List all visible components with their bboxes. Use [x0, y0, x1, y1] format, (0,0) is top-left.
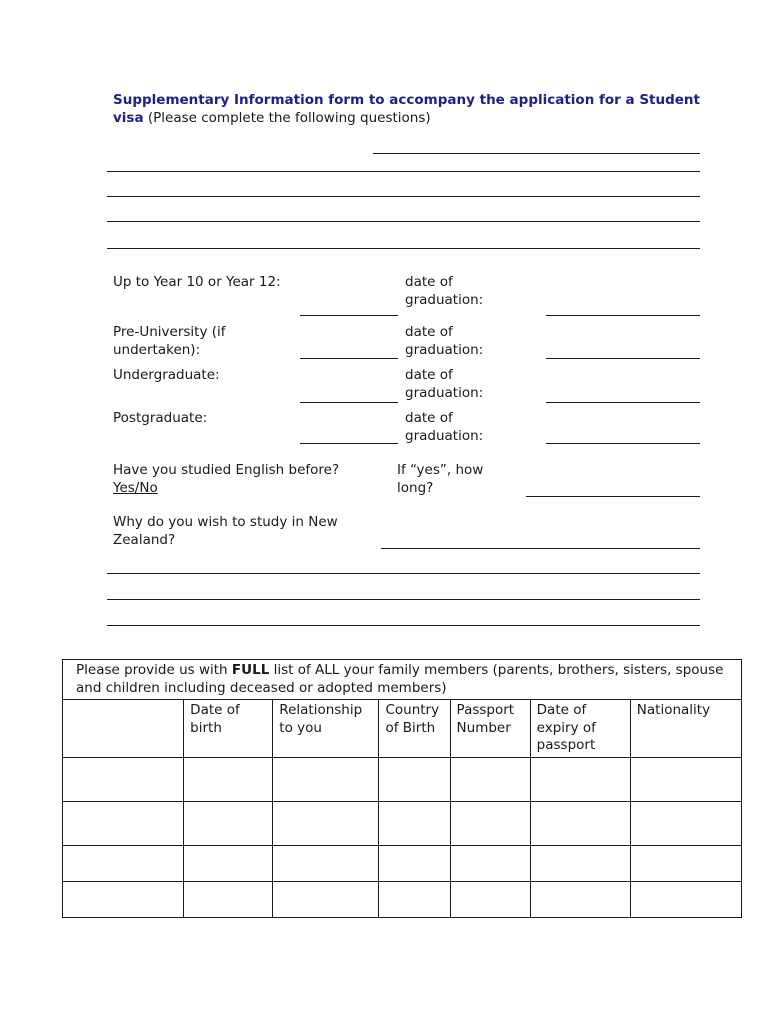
- education-answer-line[interactable]: [300, 358, 398, 359]
- reason-answer-line[interactable]: [107, 625, 700, 626]
- table-cell[interactable]: [450, 845, 530, 881]
- table-cell[interactable]: [530, 801, 630, 845]
- intro-emphasis: FULL: [231, 662, 270, 678]
- english-yes-no-option[interactable]: Yes/No: [113, 480, 158, 496]
- table-row: [63, 757, 742, 801]
- education-answer-line[interactable]: [300, 443, 398, 444]
- table-cell[interactable]: [630, 757, 741, 801]
- reason-answer-line[interactable]: [107, 573, 700, 574]
- english-duration-line[interactable]: [526, 496, 700, 497]
- table-cell[interactable]: [379, 757, 450, 801]
- education-answer-line[interactable]: [300, 402, 398, 403]
- header-cell-passport-expiry: Date of expiry of passport: [530, 700, 630, 758]
- answer-line[interactable]: [107, 171, 700, 172]
- education-answer-line[interactable]: [300, 315, 398, 316]
- table-cell[interactable]: [530, 845, 630, 881]
- family-table-intro: [63, 660, 742, 700]
- graduation-date-label: date of graduation:: [405, 410, 484, 444]
- graduation-date-line[interactable]: [546, 358, 700, 359]
- graduation-date-line[interactable]: [546, 443, 700, 444]
- english-question: Have you studied English before?: [113, 462, 340, 478]
- form-title-bold: Supplementary Information form to accompany the application for a Student visa: [113, 92, 700, 126]
- table-cell[interactable]: [63, 757, 184, 801]
- header-cell-country-of-birth: Country of Birth: [379, 700, 450, 758]
- education-label: Up to Year 10 or Year 12:: [113, 274, 281, 290]
- table-cell[interactable]: [63, 801, 184, 845]
- table-cell[interactable]: [379, 845, 450, 881]
- reason-question: Why do you wish to study in New Zealand?: [113, 514, 338, 548]
- table-cell[interactable]: [184, 757, 273, 801]
- family-members-table: [62, 659, 742, 918]
- form-title: [113, 92, 713, 127]
- table-cell[interactable]: [273, 881, 379, 917]
- header-cell-passport-number: Passport Number: [450, 700, 530, 758]
- answer-line[interactable]: [373, 153, 700, 154]
- header-cell-relationship: Relationship to you: [273, 700, 379, 758]
- table-cell[interactable]: [273, 757, 379, 801]
- graduation-date-line[interactable]: [546, 402, 700, 403]
- form-title-note: (Please complete the following questions): [143, 109, 431, 126]
- answer-line[interactable]: [107, 196, 700, 197]
- table-cell[interactable]: [273, 801, 379, 845]
- intro-text: list of ALL your family members (parents, brothers, sisters, spouse and children including deceased or adopted members): [76, 662, 724, 696]
- table-cell[interactable]: [630, 801, 741, 845]
- table-row: [63, 881, 742, 917]
- education-label: Postgraduate:: [113, 410, 208, 426]
- intro-text: Please provide us with: [76, 662, 232, 678]
- header-cell-nationality: Nationality: [630, 700, 741, 758]
- table-cell[interactable]: [273, 845, 379, 881]
- table-cell[interactable]: [450, 757, 530, 801]
- graduation-date-line[interactable]: [546, 315, 700, 316]
- education-label: Undergraduate:: [113, 367, 220, 383]
- table-row: [63, 801, 742, 845]
- table-cell[interactable]: [530, 881, 630, 917]
- answer-line[interactable]: [107, 248, 700, 249]
- graduation-date-label: date of graduation:: [405, 274, 484, 308]
- table-cell[interactable]: [379, 801, 450, 845]
- table-cell[interactable]: [184, 845, 273, 881]
- table-cell[interactable]: [630, 881, 741, 917]
- table-cell[interactable]: [530, 757, 630, 801]
- table-cell[interactable]: [450, 801, 530, 845]
- table-cell[interactable]: [379, 881, 450, 917]
- table-cell[interactable]: [450, 881, 530, 917]
- table-cell[interactable]: [63, 845, 184, 881]
- english-followup-label: If “yes”, how long?: [397, 462, 484, 496]
- table-cell[interactable]: [184, 801, 273, 845]
- answer-line[interactable]: [107, 221, 700, 222]
- table-row: [63, 845, 742, 881]
- education-label: Pre-University (if undertaken):: [113, 324, 226, 358]
- table-cell[interactable]: [630, 845, 741, 881]
- graduation-date-label: date of graduation:: [405, 324, 484, 358]
- reason-answer-line[interactable]: [381, 548, 700, 549]
- graduation-date-label: date of graduation:: [405, 367, 484, 401]
- header-cell-date-of-birth: Date of birth: [184, 700, 273, 758]
- reason-answer-line[interactable]: [107, 599, 700, 600]
- table-cell[interactable]: [184, 881, 273, 917]
- table-cell[interactable]: [63, 881, 184, 917]
- header-cell-name: [63, 700, 184, 758]
